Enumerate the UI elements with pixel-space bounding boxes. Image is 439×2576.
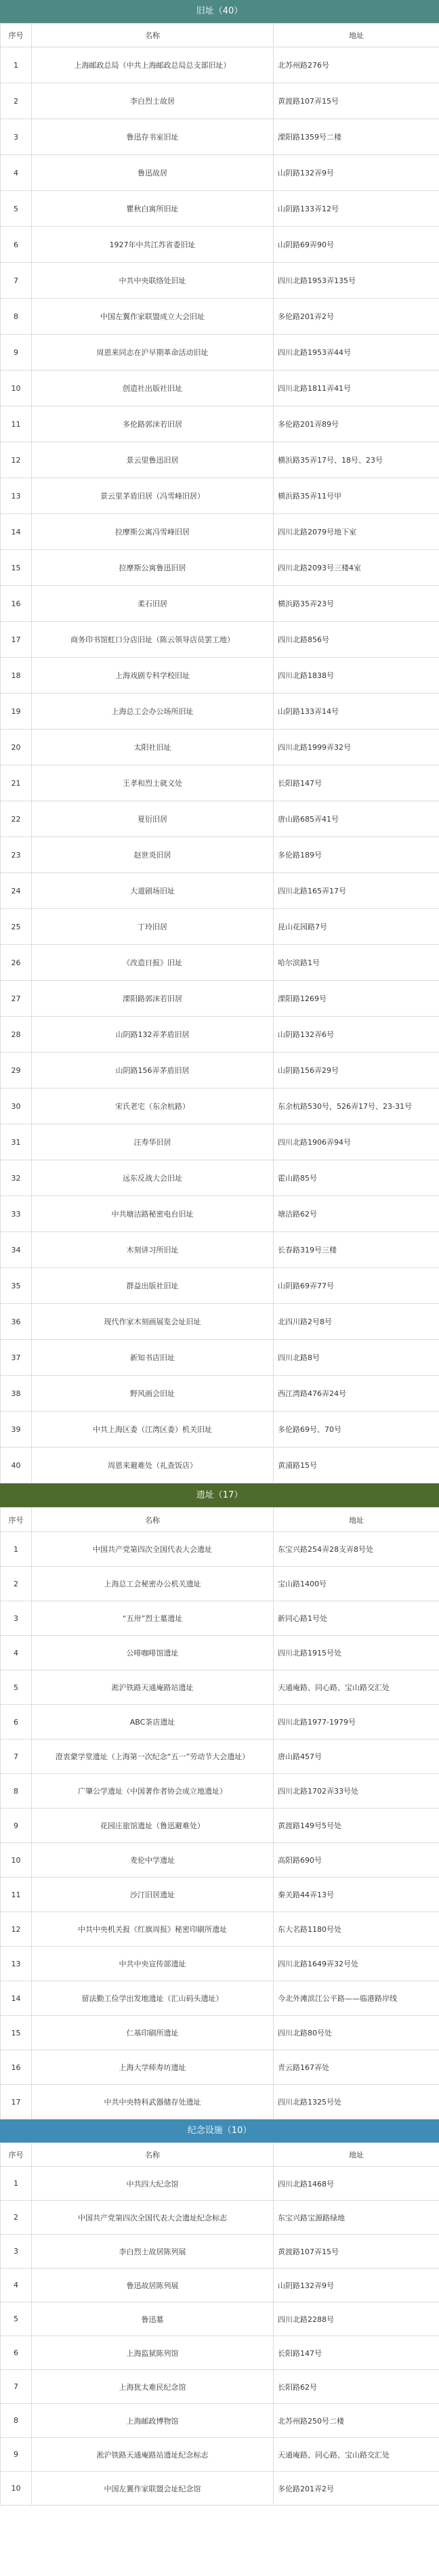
cell-idx: 9 (1, 1809, 32, 1843)
cell-name: 创造社出版社旧址 (32, 371, 274, 406)
cell-name: 中国共产党第四次全国代表大会遗址纪念标志 (32, 2201, 274, 2235)
table-header-row (1, 2143, 439, 2167)
cell-addr: 宝山路1400号 (274, 1567, 439, 1601)
cell-name: 商务印书馆虹口分店旧址（陈云领导店员罢工地） (32, 622, 274, 658)
cell-name: 瞿秋白寓所旧址 (32, 191, 274, 227)
cell-addr: 山阴路69弄90号 (274, 227, 439, 263)
table-row (1, 335, 439, 371)
cell-idx: 36 (1, 1304, 32, 1340)
section-title: 遗址（17） (0, 1483, 439, 1507)
cell-name: 中国左翼作家联盟成立大会旧址 (32, 299, 274, 335)
cell-addr: 东大名路1180号处 (274, 1912, 439, 1947)
cell-addr: 塘沽路62号 (274, 1196, 439, 1232)
cell-name: 中共中央联络处旧址 (32, 263, 274, 299)
cell-idx: 18 (1, 658, 32, 694)
section-title: 旧址（40） (0, 0, 439, 23)
cell-idx: 7 (1, 263, 32, 299)
cell-addr: 四川北路2079号地下室 (274, 514, 439, 550)
cell-addr: 四川北路1325号处 (274, 2085, 439, 2119)
cell-name: 周恩来同志在沪早期革命活动旧址 (32, 335, 274, 371)
cell-addr: 长阳路147号 (274, 765, 439, 801)
cell-idx: 2 (1, 83, 32, 119)
cell-addr: 东宝兴路宝源路绿地 (274, 2201, 439, 2235)
cell-idx: 5 (1, 191, 32, 227)
table-row (1, 1567, 439, 1601)
cell-addr: 山阴路69弄77号 (274, 1268, 439, 1304)
table-row (1, 1774, 439, 1809)
table-row (1, 1912, 439, 1947)
cell-name: 中共中央宣传部遗址 (32, 1947, 274, 1981)
table-row (1, 371, 439, 406)
cell-name: 上海监狱陈列馆 (32, 2336, 274, 2370)
table-row (1, 119, 439, 155)
cell-idx: 23 (1, 837, 32, 873)
cell-addr: 山阴路133弄14号 (274, 694, 439, 730)
cell-idx: 28 (1, 1017, 32, 1053)
cell-name: 李白烈士故居 (32, 83, 274, 119)
cell-idx: 4 (1, 2268, 32, 2302)
cell-idx: 12 (1, 1912, 32, 1947)
cell-idx: 7 (1, 1739, 32, 1774)
section-2 (0, 1483, 439, 2119)
section-3 (0, 2119, 439, 2506)
cell-name: 沙汀旧居遗址 (32, 1878, 274, 1912)
table-row (1, 1601, 439, 1636)
section-title: 纪念设施（10） (0, 2119, 439, 2142)
cell-name: 景云里鲁迅旧居 (32, 442, 274, 478)
cell-idx: 19 (1, 694, 32, 730)
cell-idx: 29 (1, 1053, 32, 1089)
cell-name: 李白烈士故居陈列展 (32, 2235, 274, 2268)
table-row (1, 550, 439, 586)
cell-addr: 北苏州路276号 (274, 47, 439, 83)
column-header-idx: 序号 (1, 1508, 32, 1532)
table-row (1, 694, 439, 730)
cell-idx: 17 (1, 622, 32, 658)
cell-idx: 3 (1, 2235, 32, 2268)
table-header-row (1, 1508, 439, 1532)
table-row (1, 442, 439, 478)
cell-addr: 溧阳路1359号二楼 (274, 119, 439, 155)
table-row (1, 1448, 439, 1483)
cell-addr: 多伦路69号、70号 (274, 1412, 439, 1448)
table-row (1, 2235, 439, 2268)
cell-name: 溧阳路郭沫若旧居 (32, 981, 274, 1017)
table-row (1, 586, 439, 622)
cell-addr: 西江湾路476弄24号 (274, 1376, 439, 1412)
cell-addr: 东余杭路530号，526弄17号、23-31号 (274, 1089, 439, 1124)
table-row (1, 1739, 439, 1774)
table-row (1, 1412, 439, 1448)
cell-addr: 四川北路1649弄32号处 (274, 1947, 439, 1981)
table-row (1, 2268, 439, 2302)
table-row (1, 2302, 439, 2336)
cell-idx: 9 (1, 335, 32, 371)
cell-name: 王孝和烈士就义处 (32, 765, 274, 801)
table-row (1, 2167, 439, 2201)
table-row (1, 1232, 439, 1268)
table-row (1, 1947, 439, 1981)
table-row (1, 2336, 439, 2370)
cell-addr: 多伦路189号 (274, 837, 439, 873)
cell-name: 太阳社旧址 (32, 730, 274, 765)
cell-idx: 5 (1, 2302, 32, 2336)
cell-addr: 四川北路1915号处 (274, 1636, 439, 1670)
cell-name: 中共中央机关报《红旗周报》秘密印刷所遗址 (32, 1912, 274, 1947)
cell-idx: 5 (1, 1670, 32, 1705)
cell-idx: 6 (1, 2336, 32, 2370)
cell-addr: 横浜路35弄17号、18号、23号 (274, 442, 439, 478)
cell-addr: 四川北路856号 (274, 622, 439, 658)
table-row (1, 1196, 439, 1232)
cell-name: 周恩来避难处（礼查饭店） (32, 1448, 274, 1483)
cell-idx: 10 (1, 1843, 32, 1878)
cell-name: 木刻讲习所旧址 (32, 1232, 274, 1268)
cell-addr: 青云路167弄处 (274, 2050, 439, 2085)
cell-idx: 31 (1, 1124, 32, 1160)
cell-name: 麦伦中学遗址 (32, 1843, 274, 1878)
cell-addr: 高阳路690号 (274, 1843, 439, 1878)
cell-idx: 3 (1, 1601, 32, 1636)
cell-idx: 40 (1, 1448, 32, 1483)
cell-addr: 四川北路165弄17号 (274, 873, 439, 909)
table-row (1, 2472, 439, 2506)
table-row (1, 1809, 439, 1843)
cell-name: 宋氏老宅（东余杭路） (32, 1089, 274, 1124)
cell-name: 上海邮政总局（中共上海邮政总局总支部旧址） (32, 47, 274, 83)
table-row (1, 263, 439, 299)
cell-idx: 16 (1, 2050, 32, 2085)
cell-idx: 6 (1, 227, 32, 263)
cell-addr: 四川北路1702弄33号处 (274, 1774, 439, 1809)
cell-addr: 北四川路2号8号 (274, 1304, 439, 1340)
column-header-idx: 序号 (1, 2143, 32, 2167)
cell-addr: 长春路319号三楼 (274, 1232, 439, 1268)
cell-addr: 四川北路8号 (274, 1340, 439, 1376)
cell-name: 中共四大纪念馆 (32, 2167, 274, 2201)
cell-idx: 6 (1, 1705, 32, 1739)
cell-idx: 1 (1, 1532, 32, 1567)
table-row (1, 514, 439, 550)
cell-idx: 15 (1, 2016, 32, 2050)
cell-idx: 22 (1, 801, 32, 837)
cell-addr: 今北外滩滨江公平路——临港路岸线 (274, 1981, 439, 2016)
cell-idx: 21 (1, 765, 32, 801)
cell-addr: 山阴路133弄12号 (274, 191, 439, 227)
table-row (1, 1670, 439, 1705)
cell-idx: 34 (1, 1232, 32, 1268)
column-header-addr: 地址 (274, 24, 439, 47)
cell-name: 上海戏剧专科学校旧址 (32, 658, 274, 694)
cell-addr: 唐山路685弄41号 (274, 801, 439, 837)
cell-addr: 四川北路1953弄135号 (274, 263, 439, 299)
cell-idx: 4 (1, 155, 32, 191)
table-row (1, 873, 439, 909)
cell-idx: 9 (1, 2438, 32, 2472)
cell-idx: 8 (1, 2404, 32, 2438)
cell-addr: 黄渡路107弄15号 (274, 83, 439, 119)
cell-idx: 4 (1, 1636, 32, 1670)
cell-name: 拉摩斯公寓鲁迅旧居 (32, 550, 274, 586)
table-row (1, 1878, 439, 1912)
cell-addr: 四川北路1906弄94号 (274, 1124, 439, 1160)
cell-addr: 多伦路201弄2号 (274, 299, 439, 335)
cell-name: 淞沪铁路天通庵路站遗址 (32, 1670, 274, 1705)
cell-idx: 37 (1, 1340, 32, 1376)
cell-idx: 8 (1, 1774, 32, 1809)
cell-name: 夏衍旧居 (32, 801, 274, 837)
cell-idx: 25 (1, 909, 32, 945)
cell-name: 丁玲旧居 (32, 909, 274, 945)
cell-idx: 15 (1, 550, 32, 586)
cell-addr: 山阴路132弄9号 (274, 155, 439, 191)
table-row (1, 83, 439, 119)
cell-name: 鲁迅存书室旧址 (32, 119, 274, 155)
table-row (1, 1843, 439, 1878)
cell-addr: 哈尔滨路1号 (274, 945, 439, 981)
cell-name: 中国左翼作家联盟会址纪念馆 (32, 2472, 274, 2506)
cell-addr: 四川北路2093号三楼4室 (274, 550, 439, 586)
cell-idx: 39 (1, 1412, 32, 1448)
cell-name: 上海总工会秘密办公机关遗址 (32, 1567, 274, 1601)
cell-addr: 秦关路44弄13号 (274, 1878, 439, 1912)
cell-idx: 24 (1, 873, 32, 909)
cell-name: 新知书店旧址 (32, 1340, 274, 1376)
cell-name: 鲁迅故居陈列展 (32, 2268, 274, 2302)
table-row (1, 1268, 439, 1304)
table-row (1, 837, 439, 873)
cell-name: “五卅”烈士墓遗址 (32, 1601, 274, 1636)
cell-name: 中共塘沽路秘密电台旧址 (32, 1196, 274, 1232)
cell-addr: 四川北路1838号 (274, 658, 439, 694)
cell-name: 景云里茅盾旧居（冯雪峰旧居） (32, 478, 274, 514)
cell-name: 山阴路156弄茅盾旧居 (32, 1053, 274, 1089)
table-row (1, 47, 439, 83)
table-row (1, 730, 439, 765)
table-row (1, 1160, 439, 1196)
table-row (1, 1376, 439, 1412)
table-row (1, 299, 439, 335)
column-header-idx: 序号 (1, 24, 32, 47)
table-row (1, 945, 439, 981)
cell-addr: 天通庵路、同心路、宝山路交汇处 (274, 2438, 439, 2472)
cell-name: 中国共产党第四次全国代表大会遗址 (32, 1532, 274, 1567)
cell-addr: 山阴路156弄29号 (274, 1053, 439, 1089)
cell-idx: 7 (1, 2370, 32, 2404)
cell-idx: 11 (1, 406, 32, 442)
cell-name: 赵世炎旧居 (32, 837, 274, 873)
table-row (1, 1340, 439, 1376)
cell-addr: 黄浦路15号 (274, 1448, 439, 1483)
cell-addr: 昆山花园路7号 (274, 909, 439, 945)
cell-name: 上海总工会办公场所旧址 (32, 694, 274, 730)
cell-addr: 长阳路147号 (274, 2336, 439, 2370)
cell-idx: 33 (1, 1196, 32, 1232)
table-row (1, 1705, 439, 1739)
table-row (1, 981, 439, 1017)
table-row (1, 2050, 439, 2085)
cell-idx: 13 (1, 1947, 32, 1981)
cell-name: 远东反战大会旧址 (32, 1160, 274, 1196)
cell-idx: 8 (1, 299, 32, 335)
cell-addr: 四川北路1811弄41号 (274, 371, 439, 406)
cell-addr: 多伦路201弄89号 (274, 406, 439, 442)
column-header-addr: 地址 (274, 1508, 439, 1532)
cell-addr: 东宝兴路254弄28支弄8号处 (274, 1532, 439, 1567)
cell-addr: 长阳路62号 (274, 2370, 439, 2404)
table-row (1, 1053, 439, 1089)
cell-idx: 26 (1, 945, 32, 981)
table-row (1, 1124, 439, 1160)
column-header-addr: 地址 (274, 2143, 439, 2167)
table-row (1, 1017, 439, 1053)
cell-name: 1927年中共江苏省委旧址 (32, 227, 274, 263)
cell-idx: 17 (1, 2085, 32, 2119)
cell-idx: 11 (1, 1878, 32, 1912)
site-table (0, 23, 439, 1483)
cell-idx: 38 (1, 1376, 32, 1412)
table-row (1, 155, 439, 191)
cell-addr: 四川北路1468号 (274, 2167, 439, 2201)
cell-addr: 四川北路1977-1979号 (274, 1705, 439, 1739)
cell-name: 公啡咖啡馆遗址 (32, 1636, 274, 1670)
table-row (1, 2201, 439, 2235)
table-row (1, 801, 439, 837)
column-header-name: 名称 (32, 24, 274, 47)
cell-addr: 四川北路2288号 (274, 2302, 439, 2336)
table-row (1, 406, 439, 442)
cell-addr: 多伦路201弄2号 (274, 2472, 439, 2506)
cell-name: 野风画会旧址 (32, 1376, 274, 1412)
cell-addr: 山阴路132弄9号 (274, 2268, 439, 2302)
cell-addr: 霍山路85号 (274, 1160, 439, 1196)
cell-name: 群益出版社旧址 (32, 1268, 274, 1304)
cell-idx: 32 (1, 1160, 32, 1196)
table-row (1, 1532, 439, 1567)
cell-name: 留法勤工俭学出发地遗址（汇山码头遗址） (32, 1981, 274, 2016)
site-table (0, 2142, 439, 2506)
cell-name: 上海大学师寿坊遗址 (32, 2050, 274, 2085)
table-row (1, 1304, 439, 1340)
cell-name: 多伦路郭沫若旧居 (32, 406, 274, 442)
cell-addr: 横浜路35弄23号 (274, 586, 439, 622)
cell-name: 《改造日报》旧址 (32, 945, 274, 981)
cell-idx: 20 (1, 730, 32, 765)
table-row (1, 622, 439, 658)
cell-name: 仁基印刷所遗址 (32, 2016, 274, 2050)
cell-idx: 2 (1, 1567, 32, 1601)
column-header-name: 名称 (32, 1508, 274, 1532)
cell-name: 中共上海区委（江湾区委）机关旧址 (32, 1412, 274, 1448)
cell-addr: 黄渡路107弄15号 (274, 2235, 439, 2268)
cell-addr: 四川北路1953弄44号 (274, 335, 439, 371)
cell-idx: 16 (1, 586, 32, 622)
cell-addr: 山阴路132弄6号 (274, 1017, 439, 1053)
table-row (1, 1089, 439, 1124)
cell-name: 现代作家木刻画展览会址旧址 (32, 1304, 274, 1340)
cell-name: 山阴路132弄茅盾旧居 (32, 1017, 274, 1053)
table-row (1, 909, 439, 945)
cell-name: 淞沪铁路天通庵路站遗址纪念标志 (32, 2438, 274, 2472)
cell-name: 汪寿华旧居 (32, 1124, 274, 1160)
table-row (1, 227, 439, 263)
cell-idx: 14 (1, 1981, 32, 2016)
table-row (1, 2404, 439, 2438)
cell-idx: 2 (1, 2201, 32, 2235)
cell-name: 中共中央特科武器储存处遗址 (32, 2085, 274, 2119)
cell-addr: 四川北路80号处 (274, 2016, 439, 2050)
table-row (1, 2016, 439, 2050)
cell-name: 鲁迅墓 (32, 2302, 274, 2336)
cell-idx: 1 (1, 47, 32, 83)
table-row (1, 1636, 439, 1670)
cell-idx: 3 (1, 119, 32, 155)
table-row (1, 2085, 439, 2119)
cell-idx: 14 (1, 514, 32, 550)
cell-name: 上海邮政博物馆 (32, 2404, 274, 2438)
cell-name: 广肇公学遗址（中国著作者协会成立地遗址） (32, 1774, 274, 1809)
table-row (1, 1981, 439, 2016)
cell-idx: 35 (1, 1268, 32, 1304)
cell-idx: 13 (1, 478, 32, 514)
table-row (1, 658, 439, 694)
cell-addr: 黄渡路149号5号处 (274, 1809, 439, 1843)
cell-idx: 30 (1, 1089, 32, 1124)
cell-name: 花园庄旅馆遗址（鲁迅避难处） (32, 1809, 274, 1843)
cell-name: 拉摩斯公寓冯雪峰旧居 (32, 514, 274, 550)
cell-idx: 1 (1, 2167, 32, 2201)
cell-addr: 北苏州路250号二楼 (274, 2404, 439, 2438)
cell-idx: 10 (1, 2472, 32, 2506)
cell-addr: 横浜路35弄11号甲 (274, 478, 439, 514)
table-row (1, 765, 439, 801)
cell-name: 柔石旧居 (32, 586, 274, 622)
table-row (1, 2438, 439, 2472)
cell-name: 澄衷蒙学堂遗址（上海第一次纪念“五一”劳动节大会遗址） (32, 1739, 274, 1774)
column-header-name: 名称 (32, 2143, 274, 2167)
cell-addr: 新同心路1号处 (274, 1601, 439, 1636)
cell-name: 大道剧场旧址 (32, 873, 274, 909)
cell-name: 上海犹太难民纪念馆 (32, 2370, 274, 2404)
cell-idx: 27 (1, 981, 32, 1017)
cell-addr: 天通庵路、同心路、宝山路交汇处 (274, 1670, 439, 1705)
cell-addr: 四川北路1999弄32号 (274, 730, 439, 765)
cell-name: ABC茶店遗址 (32, 1705, 274, 1739)
site-table (0, 1507, 439, 2119)
table-row (1, 191, 439, 227)
table-row (1, 478, 439, 514)
cell-idx: 10 (1, 371, 32, 406)
cell-addr: 唐山路457号 (274, 1739, 439, 1774)
table-row (1, 2370, 439, 2404)
table-header-row (1, 24, 439, 47)
cell-name: 鲁迅故居 (32, 155, 274, 191)
cell-idx: 12 (1, 442, 32, 478)
cell-addr: 溧阳路1269号 (274, 981, 439, 1017)
